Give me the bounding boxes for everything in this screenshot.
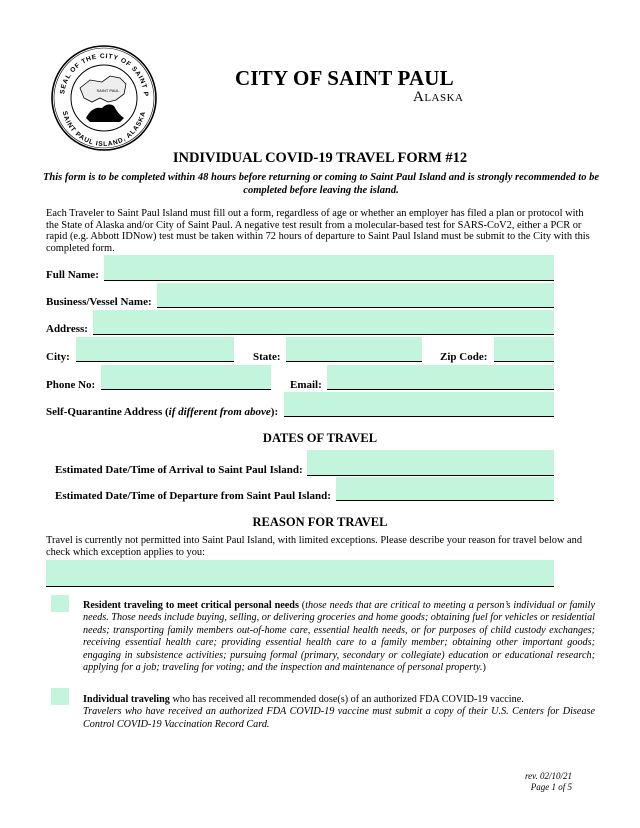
form-instructions: This form is to be completed within 48 hours before returning or coming to Saint Paul Island and is strongly recommended to be completed before leaving the island.: [43, 172, 599, 196]
svg-text:SAINT PAUL: SAINT PAUL: [96, 88, 120, 93]
reason-heading: REASON FOR TRAVEL: [252, 515, 388, 529]
seal-bottom-text: SAINT PAUL ISLAND, ALASKA: [60, 110, 148, 149]
phone-field[interactable]: [101, 365, 271, 390]
vaccinated-checkbox[interactable]: [51, 688, 69, 705]
reason-text: Travel is currently not permitted into Saint Paul Island, with limited exceptions. Please describe your reason for travel below and check which exception applies to you:: [46, 535, 583, 558]
email-field[interactable]: [327, 365, 554, 390]
form-paragraph: Each Traveler to Saint Paul Island must fill out a form, regardless of age or whether an employer has filed a plan or protocol with the State of Alaska and/or City of Saint Paul. A negative test result from a molecular-based test for SARS-CoV2, either a PCR or rapid (e.g. Abbott IDNow) test must be taken within 72 hours of departure to Saint Paul Island must be submit to the City with this completed form.: [46, 208, 590, 254]
city-seal: [50, 44, 158, 152]
quarantine-label: Self-Quarantine Address (if different from above):: [46, 406, 279, 418]
state-label: State:: [253, 351, 281, 363]
revision-date: rev. 02/10/21: [525, 771, 572, 781]
seal-top-text: SEAL OF THE CITY OF SAINT P: [59, 52, 150, 97]
zip-label: Zip Code:: [440, 351, 488, 363]
vaccinated-option-text: Individual traveling who has received all recommended dose(s) of an authorized FDA COVID-19 vaccine. Travelers who have received an authorized FDA COVID-19 vaccine must submit a copy of their U.S. Centers for Disease Control COVID-19 Vaccination Record Card.: [83, 694, 595, 730]
arrival-label: Estimated Date/Time of Arrival to Saint Paul Island:: [55, 464, 303, 476]
departure-field[interactable]: [336, 477, 554, 501]
resident-option-text: Resident traveling to meet critical personal needs (those needs that are critical to meeting a person’s individual or family needs. Those needs include buying, selling, or delivering groceries and home goods; obtaining fuel for vehicles or residential needs; transporting family members out-of-home care, essential health needs, or for purposes of child custody exchanges; receiving essential health care; providing essential health care to a family member; obtaining other important goods; engaging in subsistence activities; pursuing formal (primary, secondary or collegiate) education or educational research; applying for a job; traveling for voting; and the inspection and maintenance of personal property.): [83, 600, 595, 674]
page-number: Page 1 of 5: [530, 782, 572, 792]
state-subtitle: Alaska: [413, 89, 464, 105]
business-label: Business/Vessel Name:: [46, 296, 152, 308]
address-label: Address:: [46, 323, 88, 335]
phone-label: Phone No:: [46, 379, 96, 391]
quarantine-field[interactable]: [284, 392, 554, 417]
address-field[interactable]: [93, 310, 554, 335]
dates-heading: DATES OF TRAVEL: [262, 431, 378, 445]
email-label: Email:: [290, 379, 322, 391]
zip-field[interactable]: [494, 337, 554, 362]
resident-checkbox[interactable]: [51, 595, 69, 612]
state-field[interactable]: [286, 337, 422, 362]
city-field[interactable]: [76, 337, 234, 362]
arrival-field[interactable]: [307, 450, 554, 476]
reason-field[interactable]: [46, 560, 554, 587]
departure-label: Estimated Date/Time of Departure from Saint Paul Island:: [55, 490, 331, 502]
form-title: INDIVIDUAL COVID-19 TRAVEL FORM #12: [172, 150, 468, 166]
full-name-field[interactable]: [104, 255, 554, 281]
city-label: City:: [46, 351, 70, 363]
city-title: CITY OF SAINT PAUL: [235, 66, 454, 90]
business-field[interactable]: [157, 283, 554, 308]
full-name-label: Full Name:: [46, 269, 99, 281]
